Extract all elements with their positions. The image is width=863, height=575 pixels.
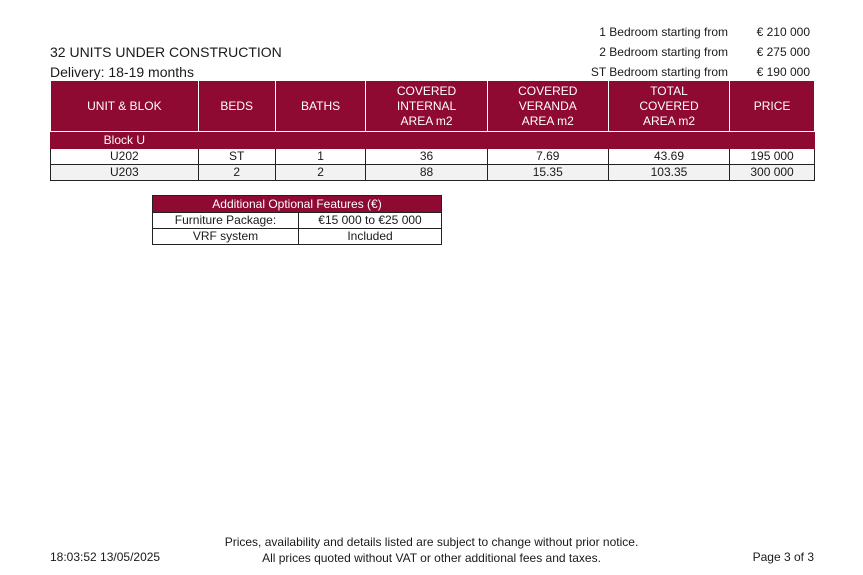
cell-unit: U203 <box>51 165 199 181</box>
summary-row-2-bedroom <box>560 42 816 62</box>
feature-name: VRF system <box>153 229 299 245</box>
feature-row-vrf <box>153 229 442 245</box>
summary-price: € 210 000 <box>756 25 810 39</box>
summary-price: € 190 000 <box>756 65 810 79</box>
disclaimer-line: All prices quoted without VAT or other additional fees and taxes. <box>262 551 601 565</box>
cell-unit: U202 <box>51 149 199 165</box>
cell-beds: 2 <box>198 165 275 181</box>
page-number: Page 3 of 3 <box>752 550 814 564</box>
col-header-internal-area: COVERED INTERNAL AREA m2 <box>366 81 487 132</box>
block-row-spacer <box>198 132 814 149</box>
cell-veranda-area: 7.69 <box>487 149 608 165</box>
col-header-baths: BATHS <box>275 81 366 132</box>
disclaimer-line: Prices, availability and details listed are subject to change without prior notice. <box>224 535 639 549</box>
block-label: Block U <box>51 132 199 149</box>
cell-internal-area: 88 <box>366 165 487 181</box>
cell-total-area: 43.69 <box>608 149 729 165</box>
feature-value: €15 000 to €25 000 <box>299 213 442 229</box>
starting-prices-summary <box>560 22 816 82</box>
summary-label: 1 Bedroom starting from <box>599 25 728 39</box>
col-header-unit: UNIT & BLOK <box>51 81 199 132</box>
col-header-beds: BEDS <box>198 81 275 132</box>
summary-price: € 275 000 <box>756 45 810 59</box>
col-header-veranda-area: COVERED VERANDA AREA m2 <box>487 81 608 132</box>
table-row <box>51 149 815 165</box>
cell-beds: ST <box>198 149 275 165</box>
page-title: 32 UNITS UNDER CONSTRUCTION <box>50 44 282 60</box>
cell-internal-area: 36 <box>366 149 487 165</box>
summary-row-studio <box>560 62 816 82</box>
block-row <box>51 132 815 149</box>
optional-features-table <box>152 195 442 245</box>
features-header-row <box>153 196 442 213</box>
col-header-price: PRICE <box>730 81 815 132</box>
units-table <box>50 80 815 181</box>
summary-row-1-bedroom <box>560 22 816 42</box>
feature-name: Furniture Package: <box>153 213 299 229</box>
summary-label: ST Bedroom starting from <box>590 65 728 79</box>
table-header-row <box>51 81 815 132</box>
cell-total-area: 103.35 <box>608 165 729 181</box>
summary-label: 2 Bedroom starting from <box>599 45 728 59</box>
cell-baths: 2 <box>275 165 366 181</box>
feature-row-furniture <box>153 213 442 229</box>
features-title: Additional Optional Features (€) <box>153 196 442 213</box>
cell-baths: 1 <box>275 149 366 165</box>
cell-price: 300 000 <box>730 165 815 181</box>
feature-value: Included <box>299 229 442 245</box>
cell-price: 195 000 <box>730 149 815 165</box>
cell-veranda-area: 15.35 <box>487 165 608 181</box>
delivery-info: Delivery: 18-19 months <box>50 64 194 80</box>
table-row <box>51 165 815 181</box>
timestamp: 18:03:52 13/05/2025 <box>50 550 161 564</box>
col-header-total-area: TOTAL COVERED AREA m2 <box>608 81 729 132</box>
